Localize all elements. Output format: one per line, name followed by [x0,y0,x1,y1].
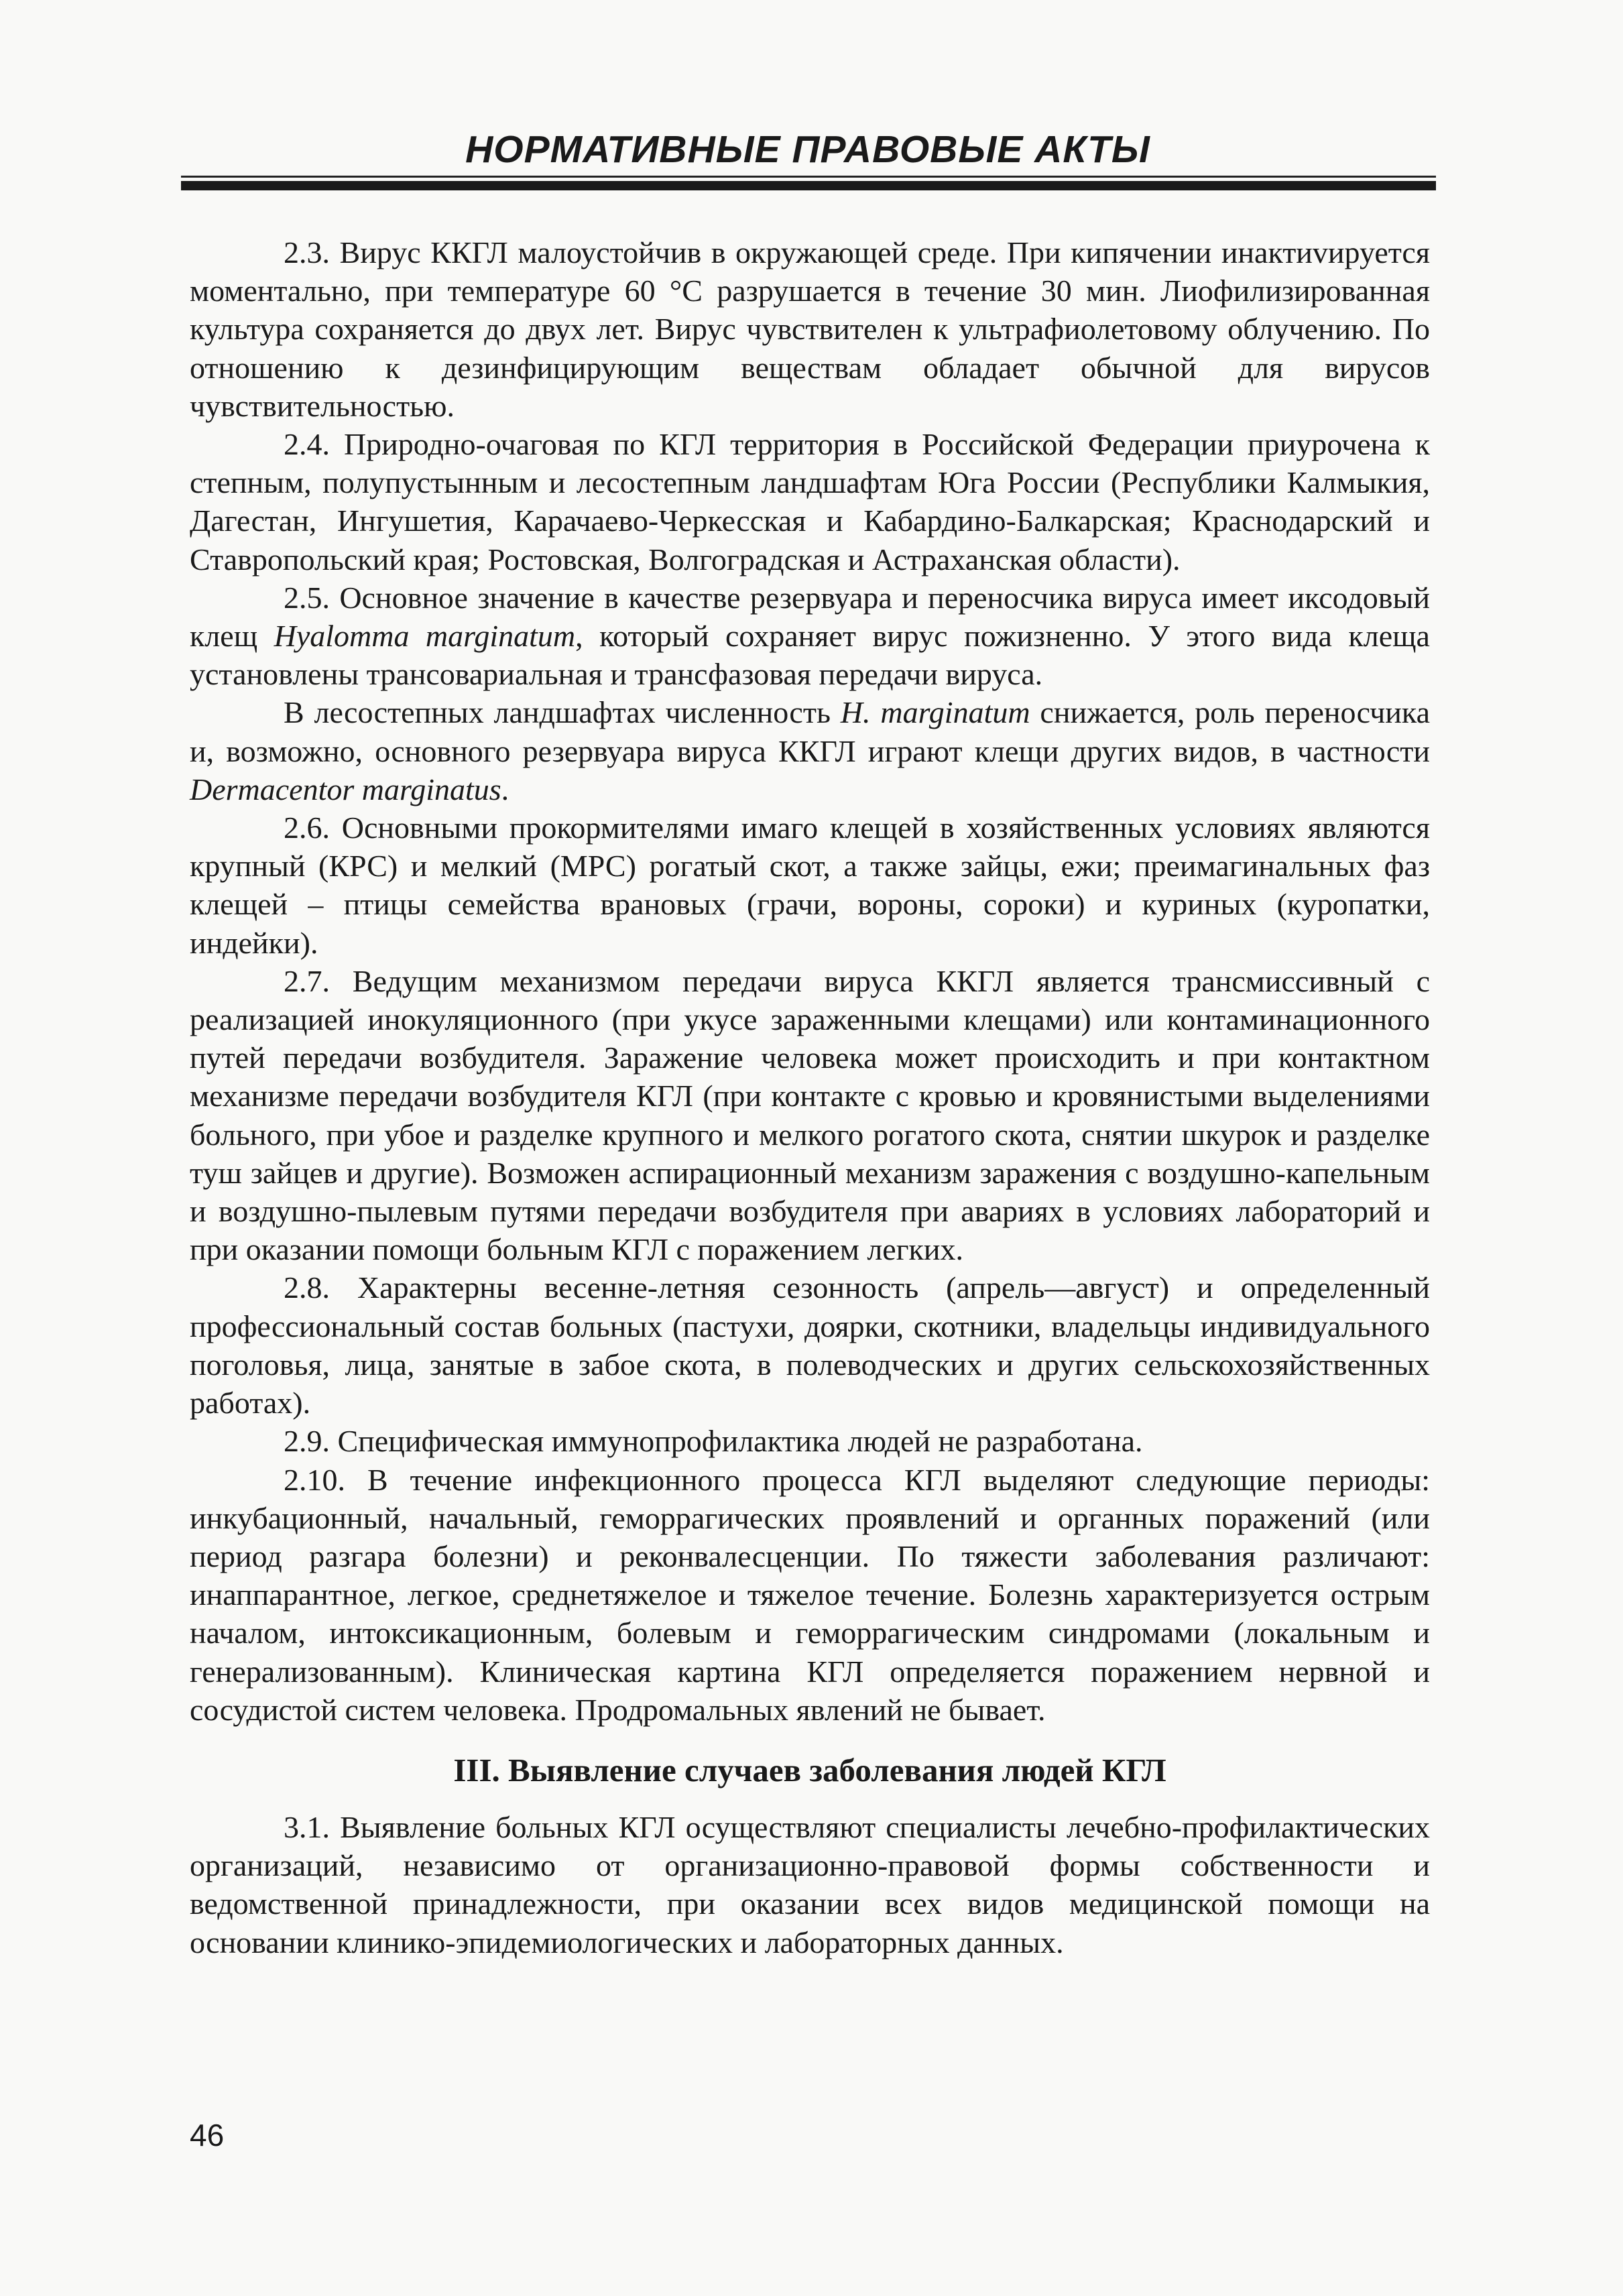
paragraph-3-1: 3.1. Выявление больных КГЛ осуществляют специалисты лечебно-профилактических организаций, независимо от организационно-правовой формы собственности и ведомственной принадлежности, при оказании всех видов медицинской помощи на основании клинико-эпидемиологических и лабораторных данных. [190,1809,1430,1959]
paragraph-2-9: 2.9. Специфическая иммунопрофилактика людей не разработана. [284,1424,1143,1459]
paragraph-2-5-continued: В лесостепных ландшафтах численность H. marginatum снижается, роль переносчика и, возможно, основного резервуара вируса ККГЛ играют клещи других видов, в частности Dermacentor marginatus. [190,695,1430,806]
paragraph-2-4: 2.4. Природно-очаговая по КГЛ территория в Российской Федерации приурочена к степным, полупустынным и лесостепным ландшафтам Юга России (Республики Калмыкия, Дагестан, Ингушетия, Карачаево-Черкесская и Кабардино-Балкарская; Краснодарский и Ставропольский края; Ростовская, Волгоградская и Астраханская области). [190,427,1430,577]
body-text [190,233,1430,1961]
paragraph-2-8: 2.8. Характерны весенне-летняя сезонность (апрель—август) и определенный профессиональный состав больных (пастухи, доярки, скотники, владельцы индивидуального поголовья, лица, занятые в забое скота, в полеводческих и других сельскохозяйственных работах). [190,1270,1430,1421]
paragraph-2-7: 2.7. Ведущим механизмом передачи вируса ККГЛ является трансмиссивный с реализацией инокуляционного (при укусе зараженными клещами) или контаминационного путей передачи возбудителя. Заражение человека может происходить и при контактном механизме передачи возбудителя КГЛ (при контакте с кровью и кровянистыми выделениями больного, при убое и разделке крупного и мелкого рогатого скота, снятии шкурок и разделке туш зайцев и другие). Возможен аспирационный механизм заражения с воздушно-капельным и воздушно-пылевым путями передачи возбудителя при авариях в условиях лабораторий и при оказании помощи больным КГЛ с поражением легких. [190,963,1430,1267]
paragraph-2-10: 2.10. В течение инфекционного процесса КГЛ выделяют следующие периоды: инкубационный, начальный, геморрагических проявлений и органных поражений (или период разгара болезни) и реконвалесценции. По тяжести заболевания различают: инаппарантное, легкое, среднетяжелое и тяжелое течение. Болезнь характеризуется острым началом, интоксикационным, болевым и геморрагическим синдромами (локальным и генерализованным). Клиническая картина КГЛ определяется поражением нервной и сосудистой систем человека. Продромальных явлений не бывает. [190,1462,1430,1727]
header-rule-thin [181,176,1436,178]
paragraph-2-3: 2.3. Вирус ККГЛ малоустойчив в окружающей среде. При кипячении инактиvируется моментально, при температуре 60 °С разрушается в течение 30 мин. Лиофилизированная культура сохраняется до двух лет. Вирус чувствителен к ультрафиолетовому облучению. По отношению к дезинфицирующим веществам обладает обычной для вирусов чувствительностью. [190,235,1430,423]
page-number: 46 [190,2118,225,2153]
running-header-title: НОРМАТИВНЫЕ ПРАВОВЫЕ АКТЫ [465,128,1150,171]
header-rule-thick [181,181,1436,190]
section-heading: III. Выявление случаев заболевания людей КГЛ [453,1751,1166,1789]
paragraph-2-5: 2.5. Основное значение в качестве резервуара и переносчика вируса имеет иксодовый клещ Hyalomma marginatum, который сохраняет вирус пожизненно. У этого вида клеща установлены трансовариальная и трансфазовая передачи вируса. [190,580,1430,692]
paragraph-2-6: 2.6. Основными прокормителями имаго клещей в хозяйственных условиях являются крупный (КРС) и мелкий (МРС) рогатый скот, а также зайцы, ежи; преимагинальных фаз клещей – птицы семейства врановых (грачи, вороны, сороки) и куриных (куропатки, индейки). [190,810,1430,960]
